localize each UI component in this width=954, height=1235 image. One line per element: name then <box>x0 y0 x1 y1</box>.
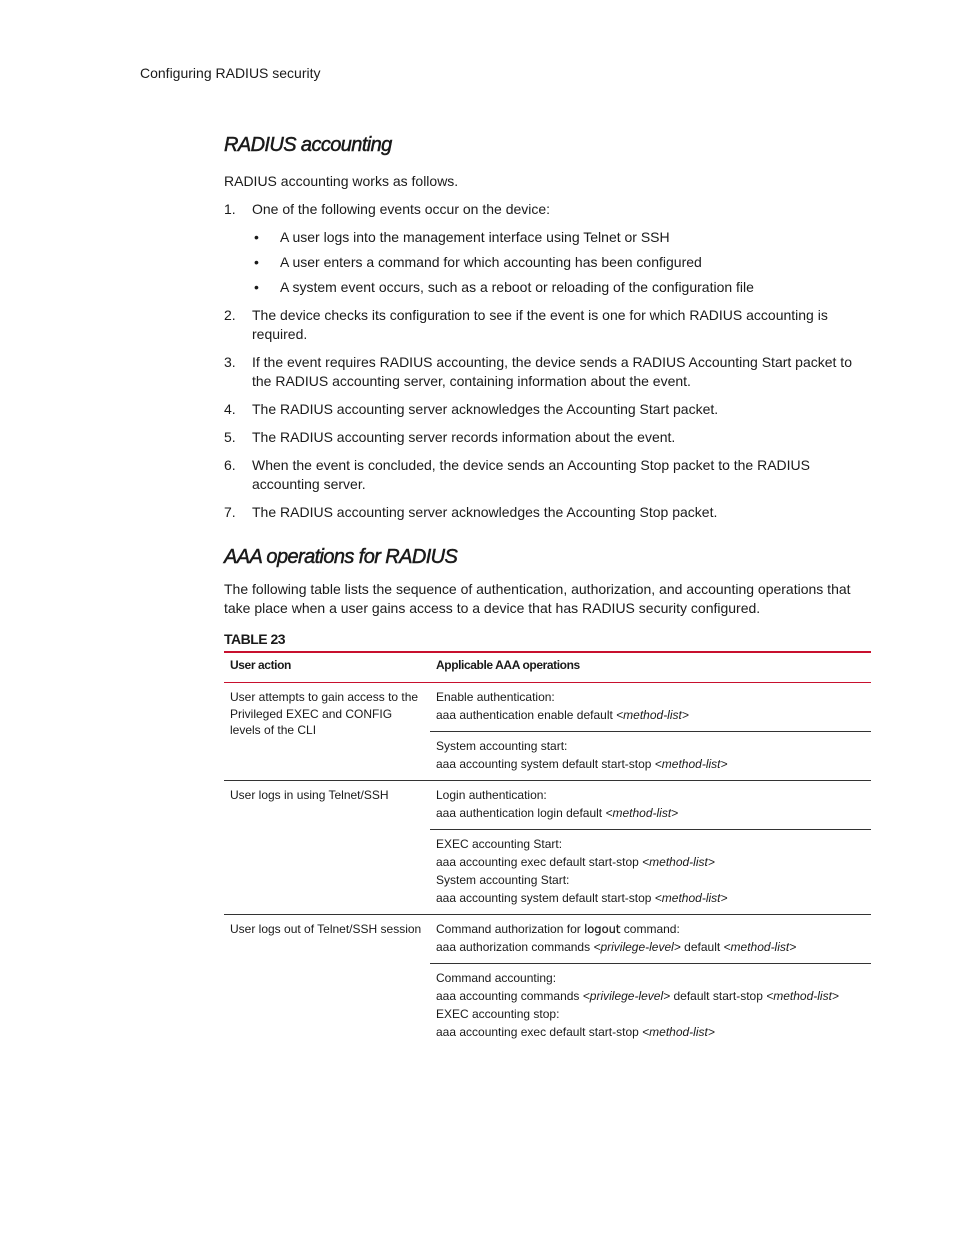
bullet-text: A system event occurs, such as a reboot or reloading of the configuration file <box>280 279 754 295</box>
operation-command <box>436 987 865 1005</box>
logout-keyword: logout <box>584 922 621 936</box>
operation-command <box>436 938 865 956</box>
step-number: 5. <box>224 429 236 445</box>
command-text: aaa authentication enable default <box>436 708 617 722</box>
operation-cell <box>430 732 871 781</box>
list-item <box>224 456 872 494</box>
operation-title: System accounting start: <box>436 739 568 753</box>
operation-cell <box>430 830 871 915</box>
method-list-placeholder: <method-list> <box>642 1025 715 1039</box>
table-row <box>224 781 871 830</box>
privilege-level-placeholder: <privilege-level> <box>582 989 671 1003</box>
command-text: default start-stop <box>670 989 767 1003</box>
command-text: default <box>680 940 724 954</box>
step-text: The device checks its configuration to see if the event is one for which RADIUS accounting is required. <box>252 307 828 342</box>
step-number: 7. <box>224 504 236 520</box>
operation-cell <box>430 683 871 732</box>
operation-title: EXEC accounting Start: <box>436 837 563 851</box>
table-header-row <box>224 652 871 683</box>
section-title-aaa-operations: AAA operations for RADIUS <box>224 546 458 568</box>
step-text: One of the following events occur on the device: <box>252 201 551 217</box>
command-text: aaa accounting system default start-stop <box>436 757 655 771</box>
list-item <box>224 200 872 297</box>
operation-title: System accounting Start: <box>436 873 570 887</box>
section-intro: The following table lists the sequence of authentication, authorization, and accounting operations that take place when a user gains access to a device that has RADIUS security configured. <box>224 581 851 616</box>
table-row <box>224 915 871 964</box>
operation-command <box>436 706 865 724</box>
section-title-radius-accounting: RADIUS accounting <box>224 134 392 156</box>
title-text: Command authorization for <box>436 922 585 936</box>
bullet-text: A user enters a command for which accounting has been configured <box>280 254 702 270</box>
step-text: The RADIUS accounting server acknowledges the Accounting Stop packet. <box>252 504 718 520</box>
operation-command <box>436 1023 865 1041</box>
user-action-cell: User logs out of Telnet/SSH session <box>224 915 430 1049</box>
step-number: 1. <box>224 201 236 217</box>
privilege-level-placeholder: <privilege-level> <box>593 940 681 954</box>
method-list-placeholder: <method-list> <box>616 708 689 722</box>
step-number: 4. <box>224 401 236 417</box>
command-text: aaa accounting commands <box>436 989 583 1003</box>
steps-list <box>224 200 872 522</box>
operation-command <box>436 804 865 822</box>
user-action-cell: User attempts to gain access to the Privileged EXEC and CONFIG levels of the CLI <box>230 690 419 737</box>
list-item <box>224 428 872 447</box>
list-item <box>224 503 872 522</box>
step-number: 3. <box>224 354 236 370</box>
events-list <box>252 228 872 297</box>
user-action-cell: User logs in using Telnet/SSH <box>224 781 430 915</box>
bullet-icon: • <box>254 279 259 295</box>
title-text: command: <box>620 922 680 936</box>
method-list-placeholder: <method-list> <box>605 806 679 820</box>
list-item <box>224 400 872 419</box>
operation-title: Enable authentication: <box>436 690 555 704</box>
operation-title: Command accounting: <box>436 971 557 985</box>
page-content <box>224 132 872 1048</box>
column-header-aaa-operations: Applicable AAA operations <box>430 652 871 683</box>
aaa-operations-table <box>224 651 871 1048</box>
list-item <box>252 228 872 247</box>
operation-cell <box>430 781 871 830</box>
step-text: If the event requires RADIUS accounting, the device sends a RADIUS Accounting Start packet to the RADIUS accounting server, containing information about the event. <box>252 354 852 389</box>
operation-command <box>436 889 865 907</box>
method-list-placeholder: <method-list> <box>654 757 728 771</box>
operation-title: EXEC accounting stop: <box>436 1007 560 1021</box>
method-list-placeholder: <method-list> <box>654 891 728 905</box>
bullet-icon: • <box>254 229 259 245</box>
section-intro: RADIUS accounting works as follows. <box>224 173 459 189</box>
operation-command <box>436 853 865 871</box>
list-item <box>252 253 872 272</box>
step-text: The RADIUS accounting server records information about the event. <box>252 429 676 445</box>
step-text: The RADIUS accounting server acknowledges the Accounting Start packet. <box>252 401 719 417</box>
list-item <box>224 353 872 391</box>
operation-command <box>436 755 865 773</box>
list-item <box>224 306 872 344</box>
operation-title: Login authentication: <box>436 788 547 802</box>
table-label: TABLE 23 <box>224 631 286 647</box>
command-text: aaa accounting exec default start-stop <box>436 855 643 869</box>
operation-title <box>436 920 865 938</box>
command-text: aaa accounting system default start-stop <box>436 891 655 905</box>
method-list-placeholder: <method-list> <box>766 989 839 1003</box>
step-number: 2. <box>224 307 236 323</box>
command-text: aaa accounting exec default start-stop <box>436 1025 643 1039</box>
command-text: aaa authorization commands <box>436 940 594 954</box>
running-header: Configuring RADIUS security <box>140 65 321 81</box>
operation-cell <box>430 964 871 1049</box>
method-list-placeholder: <method-list> <box>723 940 797 954</box>
bullet-text: A user logs into the management interface using Telnet or SSH <box>280 229 670 245</box>
step-text: When the event is concluded, the device sends an Accounting Stop packet to the RADIUS accounting server. <box>252 457 811 492</box>
command-text: aaa authentication login default <box>436 806 606 820</box>
bullet-icon: • <box>254 254 259 270</box>
table-row <box>224 683 871 732</box>
step-number: 6. <box>224 457 236 473</box>
list-item <box>252 278 872 297</box>
method-list-placeholder: <method-list> <box>642 855 715 869</box>
operation-cell <box>430 915 871 964</box>
column-header-user-action: User action <box>224 652 430 683</box>
